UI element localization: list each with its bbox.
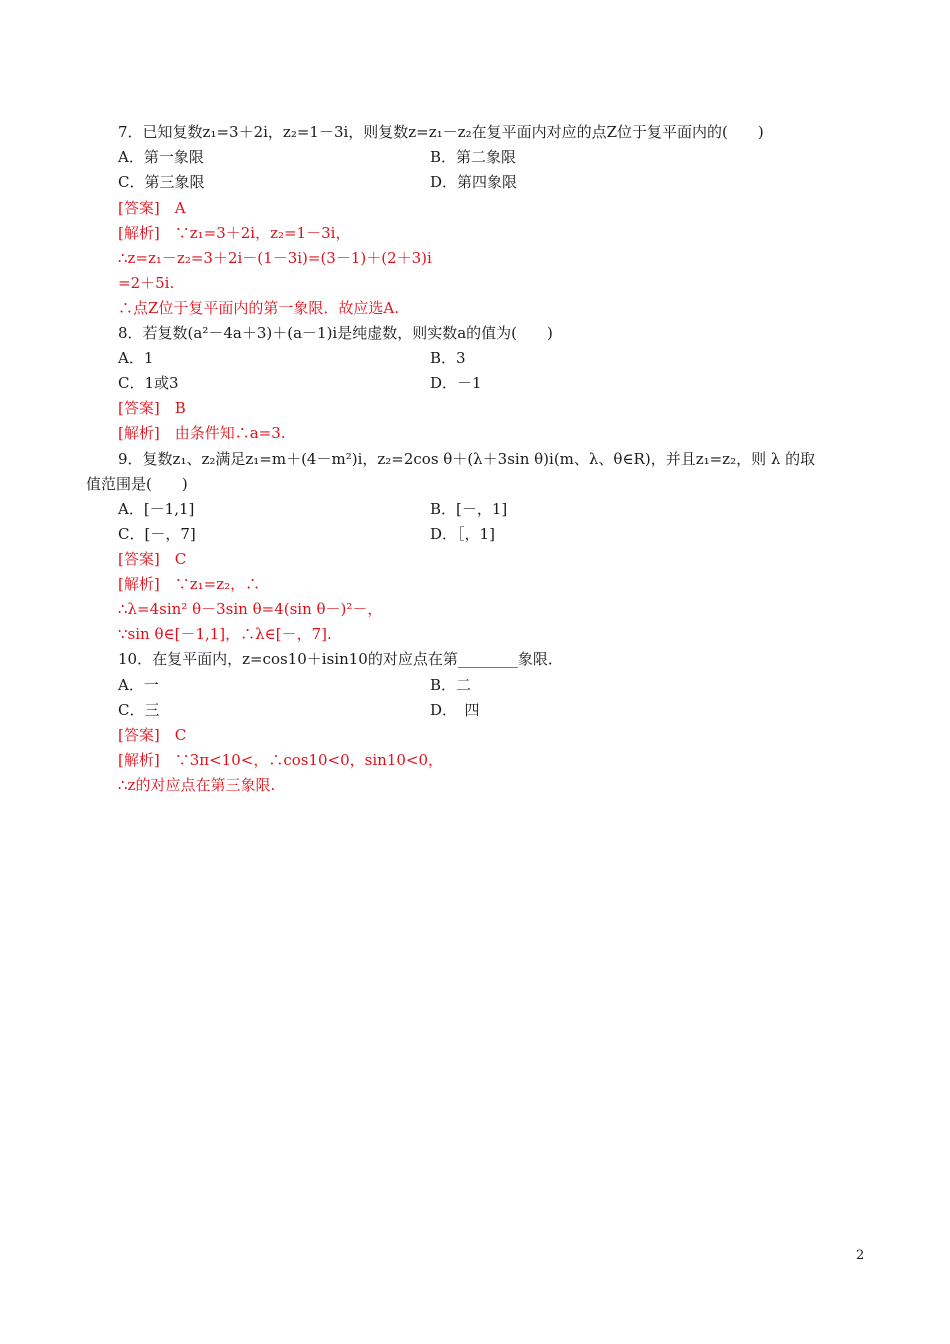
- q7-answer: [答案] A: [118, 199, 186, 217]
- q8-answer: [答案] B: [118, 399, 186, 417]
- q7-analysis-line: ∴点Z位于复平面内的第一象限．故应选A.: [118, 299, 400, 317]
- q8-stem: 8．若复数(a²－4a＋3)＋(a－1)i是纯虚数，则实数a的值为( ): [118, 324, 553, 342]
- q8-option-a: A．1: [118, 349, 154, 367]
- q9-option-c: C．[－，7]: [118, 525, 196, 543]
- q8-option-d: D．－1: [430, 374, 482, 392]
- q10-option-d: D． 四: [430, 701, 480, 719]
- q7-analysis-line: [解析] ∵z₁=3＋2i，z₂=1－3i，: [118, 224, 351, 242]
- q10-option-b: B．二: [430, 676, 472, 694]
- q7-option-b: B．第二象限: [430, 148, 517, 166]
- q9-answer: [答案] C: [118, 550, 187, 568]
- page-number: 2: [856, 1248, 865, 1263]
- q9-stem: 9．复数z₁、z₂满足z₁=m＋(4－m²)i，z₂=2cos θ＋(λ＋3sin θ)i(m、λ、θ∈R)，并且z₁=z₂，则 λ 的取: [118, 450, 816, 468]
- q7-option-d: D．第四象限: [430, 173, 518, 191]
- q7-stem: 7．已知复数z₁=3＋2i，z₂=1－3i，则复数z=z₁－z₂在复平面内对应的点Z位于复平面内的( ): [118, 123, 764, 141]
- q7-option-c: C．第三象限: [118, 173, 205, 191]
- q10-option-a: A．一: [118, 676, 159, 694]
- q10-analysis-line: ∴z的对应点在第三象限.: [118, 776, 276, 794]
- q9-option-d: D．［，1]: [430, 525, 495, 543]
- q8-option-c: C．1或3: [118, 374, 179, 392]
- q9-analysis-line: ∵sin θ∈[－1,1]，∴λ∈[－，7].: [118, 625, 332, 643]
- q7-option-a: A．第一象限: [118, 148, 204, 166]
- q9-option-a: A．[－1,1]: [118, 500, 195, 518]
- q10-option-c: C．三: [118, 701, 160, 719]
- q9-stem-continued: 值范围是( ): [86, 475, 188, 493]
- q9-analysis-line: ∴λ=4sin² θ－3sin θ=4(sin θ－)²－，: [118, 600, 383, 618]
- q7-analysis-line: ∴z=z₁－z₂=3＋2i－(1－3i)=(3－1)＋(2＋3)i: [118, 249, 432, 267]
- q9-analysis-line: [解析] ∵z₁=z₂，∴: [118, 575, 261, 593]
- q10-answer: [答案] C: [118, 726, 187, 744]
- q7-analysis-line: =2＋5i.: [118, 274, 175, 292]
- q8-option-b: B．3: [430, 349, 466, 367]
- q9-option-b: B．[－，1]: [430, 500, 508, 518]
- q10-analysis-line: [解析] ∵3π<10<，∴cos10<0，sin10<0，: [118, 751, 444, 769]
- q10-stem: 10．在复平面内，z=cos10＋isin10的对应点在第________象限．: [118, 650, 563, 668]
- q8-analysis-line: [解析] 由条件知∴a=3.: [118, 424, 286, 442]
